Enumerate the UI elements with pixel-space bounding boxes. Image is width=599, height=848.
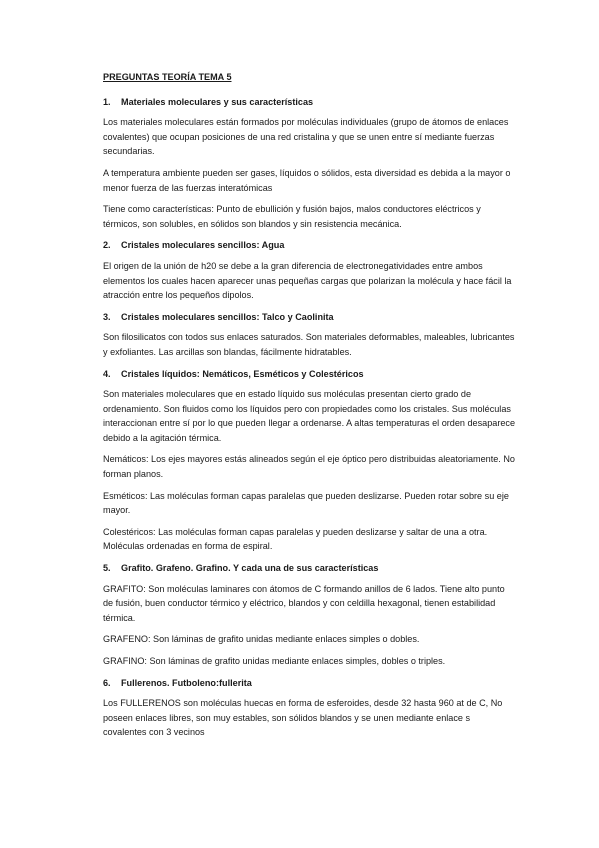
- document-title: PREGUNTAS TEORÍA TEMA 5: [103, 72, 232, 82]
- section-heading: [103, 676, 515, 691]
- section-heading: [103, 561, 515, 576]
- paragraph: Son filosilicatos con todos sus enlaces saturados. Son materiales deformables, maleables, lubricantes y exfoliantes. Las arcillas son blandas, fácilmente hidratables.: [103, 332, 515, 357]
- section-number: 2.: [103, 240, 111, 251]
- section-title: Cristales moleculares sencillos: Talco y Caolinita: [121, 311, 334, 322]
- section-number: 1.: [103, 96, 111, 107]
- paragraph: Los FULLERENOS son moléculas huecas en forma de esferoides, desde 32 hasta 960 at de C, No poseen enlaces libres, son muy estables, son sólidos blandos y se unen mediante enlace s covalentes con 3 vecinos: [103, 698, 503, 738]
- section-title: Fullerenos. Futboleno:fullerita: [121, 677, 252, 688]
- section-6: [103, 676, 515, 740]
- section-heading: [103, 238, 515, 253]
- section-title: Cristales moleculares sencillos: Agua: [121, 240, 285, 251]
- paragraph: A temperatura ambiente pueden ser gases, líquidos o sólidos, esta diversidad es debida a la mayor o menor fuerza de las fuerzas interatómicas: [103, 167, 511, 193]
- section-heading: [103, 367, 515, 382]
- paragraph: Colestéricos: Las moléculas forman capas paralelas y pueden deslizarse y saltar de una a otra. Moléculas ordenadas en forma de espiral.: [103, 526, 488, 552]
- section-title: Materiales moleculares y sus características: [121, 96, 314, 107]
- section-3: [103, 310, 515, 360]
- paragraph: Tiene como características: Punto de ebullición y fusión bajos, malos conductores eléctricos y térmicos, son solubles, en sólidos son blandos y sin resistencia mecánica.: [103, 204, 481, 229]
- section-heading: [103, 95, 515, 110]
- section-number: 6.: [103, 677, 111, 688]
- section-1: [103, 95, 515, 232]
- section-5: [103, 561, 515, 669]
- section-number: 3.: [103, 311, 111, 322]
- paragraph: GRAFINO: Son láminas de grafito unidas mediante enlaces simples, dobles o triples.: [103, 656, 446, 666]
- paragraph: Esméticos: Las moléculas forman capas paralelas que pueden deslizarse. Pueden rotar sobre su eje mayor.: [103, 490, 509, 516]
- paragraph: GRAFENO: Son láminas de grafito unidas mediante enlaces simples o dobles.: [103, 634, 420, 645]
- document-page: [103, 70, 515, 747]
- section-2: [103, 238, 515, 302]
- paragraph: El origen de la unión de h20 se debe a la gran diferencia de electronegatividades entre ambos elementos los cuales hacen aparecer unas pequeñas cargas que polarizan la molécula y hace fácil la atracción entre los pequeños dipolos.: [103, 260, 512, 301]
- section-title: Cristales líquidos: Nemáticos, Esméticos y Colestéricos: [121, 368, 364, 379]
- paragraph: Los materiales moleculares están formados por moléculas individuales (grupo de átomos de enlaces covalentes) que ocupan posiciones de una red cristalina y que se unen entre sí mediante fuerzas secundarias.: [103, 117, 509, 157]
- section-title: Grafito. Grafeno. Grafino. Y cada una de sus características: [121, 563, 379, 574]
- section-number: 4.: [103, 368, 111, 379]
- section-4: [103, 367, 515, 555]
- paragraph: Nemáticos: Los ejes mayores estás alineados según el eje óptico pero distribuidas aleatoriamente. No forman planos.: [103, 454, 515, 480]
- section-heading: [103, 310, 515, 325]
- paragraph: Son materiales moleculares que en estado líquido sus moléculas presentan cierto grado de ordenamiento. Son fluidos como los líquidos pero con propiedades como los cristales. Sus moléculas interaccionan entre sí por lo que pueden llegar a ordenarse. A altas temperaturas el orden desaparece debido a la agitación térmica.: [103, 389, 516, 443]
- section-number: 5.: [103, 563, 111, 574]
- paragraph: GRAFITO: Son moléculas laminares con átomos de C formando anillos de 6 lados. Tiene alto punto de fusión, buen conductor térmico y eléctrico, blandos y con celdilla hexagonal, tienen estabilidad térmica.: [103, 583, 505, 623]
